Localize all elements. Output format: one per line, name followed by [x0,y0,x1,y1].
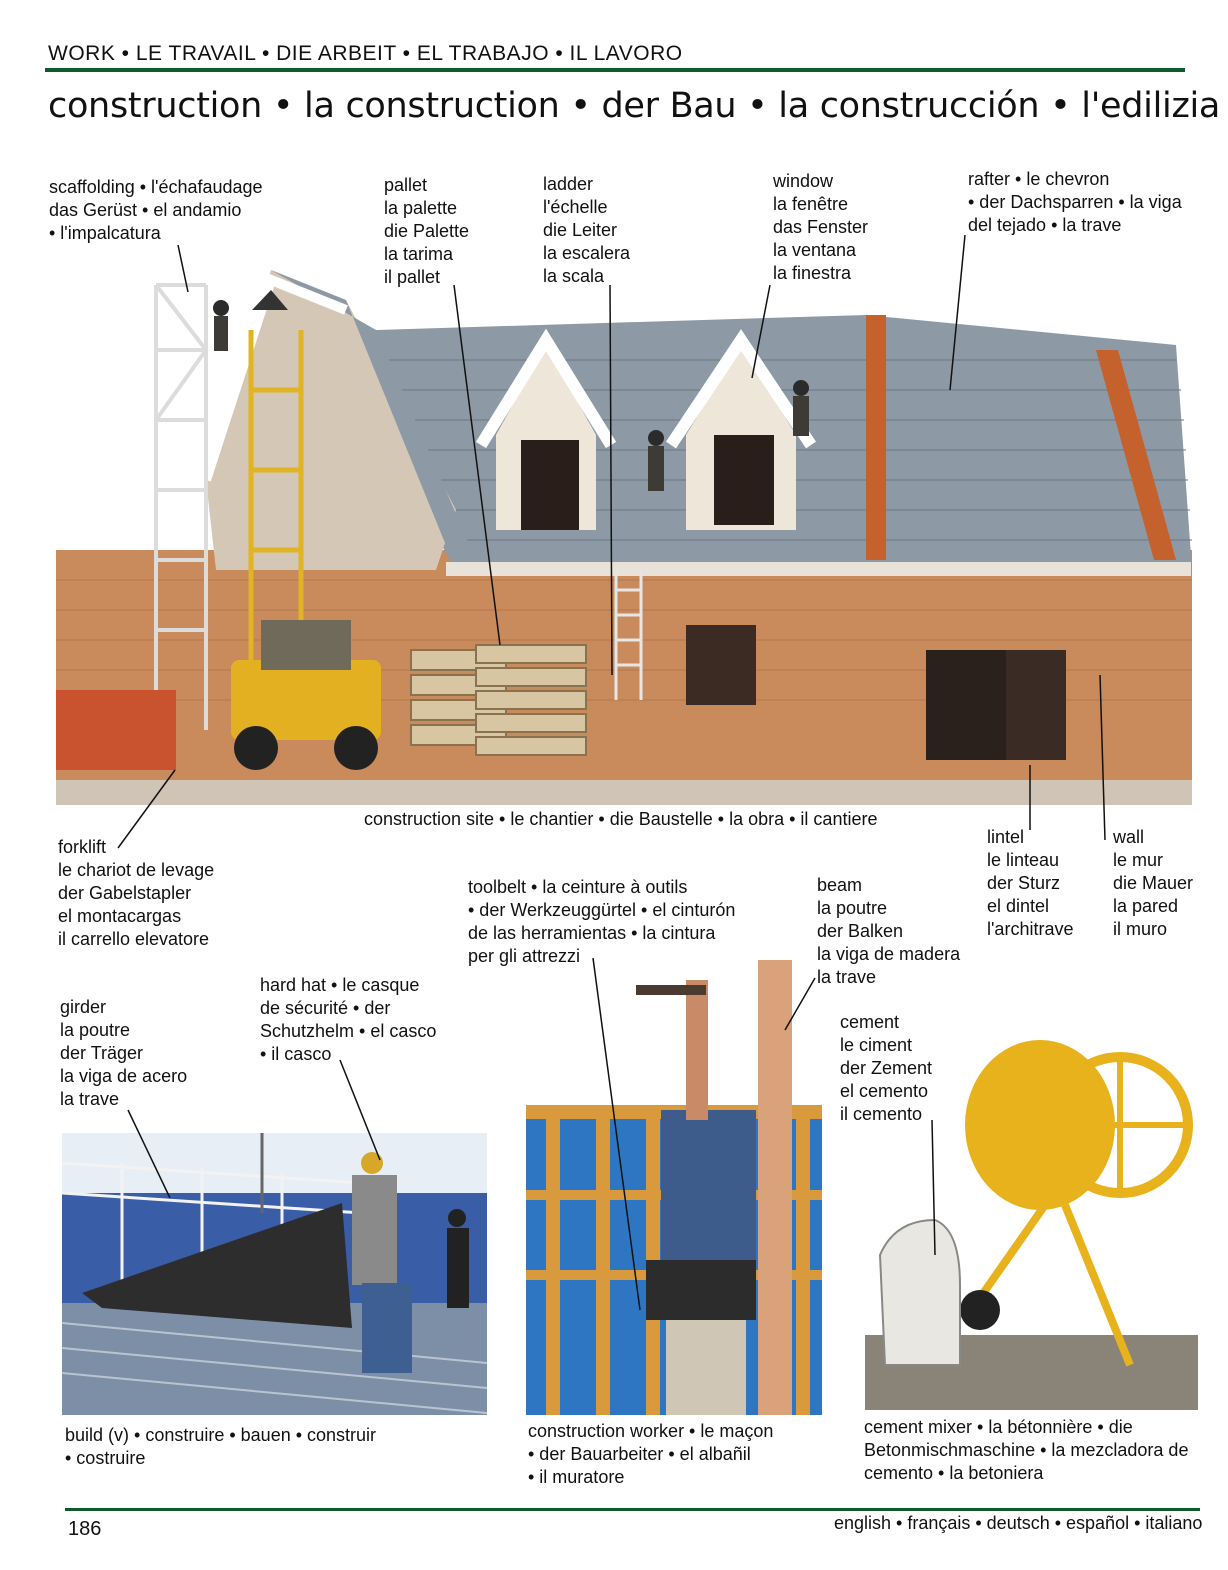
build-photo [62,1133,487,1415]
footer-rule [65,1508,1200,1511]
label-window: window la fenêtre das Fenster la ventana la finestra [773,171,869,283]
header-rule [45,68,1185,72]
caption-cement-mixer: cement mixer • la bétonnière • die Betonmischmaschine • la mezcladora de cemento • la betoniera [864,1417,1189,1483]
label-toolbelt: toolbelt • la ceinture à outils • der Werkzeuggürtel • el cinturón de las herramientas • la cintura per gli attrezzi [468,877,736,966]
label-wall: wall le mur die Mauer la pared il muro [1113,827,1194,939]
worker-illustration [526,960,822,1415]
label-hard-hat: hard hat • le casque de sécurité • der Schutzhelm • el casco • il casco [260,975,437,1064]
label-forklift: forklift le chariot de levage der Gabelstapler el montacargas il carrello elevatore [58,837,215,949]
label-girder: girder la poutre der Träger la viga de acero la trave [60,997,188,1109]
girder-illustration [62,1133,487,1415]
label-ladder: ladder l'échelle die Leiter la escalera la scala [543,174,631,286]
label-scaffolding: scaffolding • l'échafaudage das Gerüst • el andamio • l'impalcatura [49,177,263,243]
label-rafter: rafter • le chevron • der Dachsparren • la viga del tejado • la trave [968,169,1182,235]
caption-construction-site: construction site • le chantier • die Baustelle • la obra • il cantiere [364,809,878,829]
house-illustration [56,270,1192,805]
caption-build: build (v) • construire • bauen • construir • costruire [65,1425,377,1468]
caption-construction-worker: construction worker • le maçon • der Bauarbeiter • el albañil • il muratore [528,1421,774,1487]
page-title: construction • la construction • der Bau • la construcción • l'edilizia [48,86,1221,126]
language-list: english • français • deutsch • español • italiano [834,1513,1203,1533]
label-pallet: pallet la palette die Palette la tarima il pallet [384,175,470,287]
label-beam: beam la poutre der Balken la viga de madera la trave [817,875,961,987]
label-lintel: lintel le linteau der Sturz el dintel l'architrave [987,827,1074,939]
page-number: 186 [68,1518,102,1540]
section-header: WORK • LE TRAVAIL • DIE ARBEIT • EL TRABAJO • IL LAVORO [48,42,683,65]
construction-worker-photo [526,960,822,1415]
construction-site-photo [56,270,1192,805]
label-cement: cement le ciment der Zement el cemento il cemento [840,1012,933,1124]
